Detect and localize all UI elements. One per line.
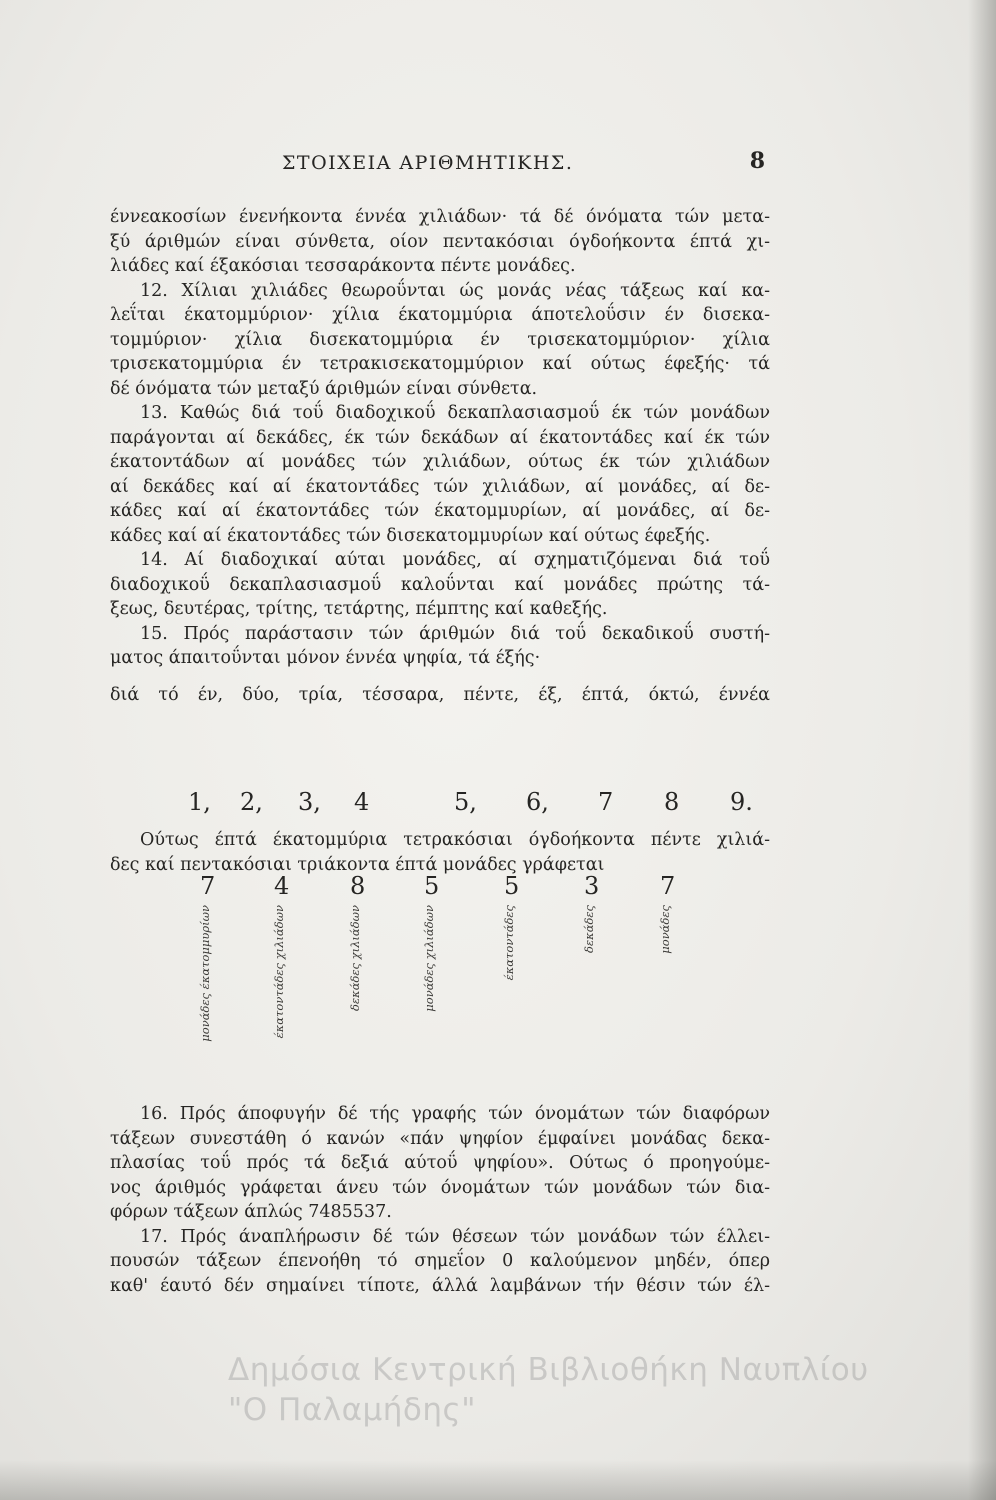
text-line: δέ όνόματα τών μεταξύ άριθμών είναι σύνθετα. bbox=[110, 378, 538, 399]
number-digit: 3 bbox=[584, 872, 600, 900]
text-line: καθ' έαυτό δέν σημαίνει τίποτε, άλλά λαμβάνων τήν θέσιν τών έλ- bbox=[110, 1275, 770, 1296]
text-line: ματος άπαιτοΰνται μόνον έννέα ψηφία, τά έξής· bbox=[110, 648, 541, 668]
section-13-start: 13. Καθώς διά τοΰ διαδοχικοΰ δεκαπλασιασμοΰ έκ τών μονάδων bbox=[140, 403, 770, 423]
running-head: ΣΤΟΙΧΕΙΑ ΑΡΙΘΜΗΤΙΚΗΣ. bbox=[282, 152, 574, 174]
number-digit: 5 bbox=[424, 872, 440, 900]
text-line: Ούτως έπτά έκατομμύρια τετρακόσιαι όγδοήκοντα πέντε χιλιά- bbox=[140, 830, 770, 850]
text-line: παράγονται αί δεκάδες, έκ τών δεκάδων αί έκατοντάδες καί έκ τών bbox=[110, 427, 770, 448]
place-value-labels bbox=[196, 905, 676, 1095]
text-line: τάξεων συνεστάθη ό κανών «πάν ψηφίον έμφαίνει μονάδας δεκα- bbox=[110, 1128, 770, 1149]
text-line: τρισεκατομμύρια έν τετρακισεκατομμύριον καί ούτως έφεξής· τά bbox=[110, 354, 770, 374]
library-watermark bbox=[228, 1350, 988, 1430]
text-line: πλασίας τοΰ πρός τά δεξιά αύτοΰ ψηφίου». Ούτως ό προηγούμε- bbox=[110, 1153, 770, 1173]
later-text bbox=[110, 1102, 770, 1298]
digit: 2, bbox=[240, 788, 263, 816]
digit: 9. bbox=[730, 788, 753, 816]
number-digit: 7 bbox=[660, 872, 676, 900]
example-number bbox=[200, 872, 680, 902]
section-16-start: 16. Πρός άποφυγήν δέ τής γραφής τών όνομάτων τών διαφόρων bbox=[140, 1104, 770, 1124]
place-label: έκατοντάδες bbox=[502, 905, 516, 981]
text-line: κάδες καί αί έκατοντάδες τών έκατομμυρίων, αί μονάδες, αί δε- bbox=[110, 501, 770, 521]
text-line: έννεακοσίων ένενήκοντα έννέα χιλιάδων· τά δέ όνόματα τών μετα- bbox=[110, 207, 770, 227]
digit: 6, bbox=[526, 788, 549, 816]
watermark-line-1: Δημόσια Κεντρική Βιβλιοθήκη Ναυπλίου bbox=[228, 1352, 869, 1388]
page-header bbox=[110, 148, 765, 182]
text-line: έκατοντάδων αί μονάδες τών χιλιάδων, ούτως έκ τών χιλιάδων bbox=[110, 452, 770, 472]
digit: 7 bbox=[598, 788, 614, 816]
text-line: νος άριθμός γράφεται άνευ τών όνομάτων τών μονάδων τών δια- bbox=[110, 1177, 770, 1198]
text-line: ξύ άριθμών είναι σύνθετα, οίον πεντακόσιαι όγδοήκοντα έπτά χι- bbox=[110, 231, 770, 252]
digit: 3, bbox=[298, 788, 321, 816]
section-15-start: 15. Πρός παράστασιν τών άριθμών διά τοΰ δεκαδικοΰ συστή- bbox=[140, 623, 770, 644]
place-label: μονάδες bbox=[658, 905, 672, 954]
digit: 8 bbox=[664, 788, 680, 816]
place-label: έκατοντάδες χιλιάδων bbox=[272, 905, 286, 1039]
watermark-line-2: "Ο Παλαμήδης" bbox=[228, 1392, 476, 1428]
text-line: πουσών τάξεων έπενοήθη τό σημεΐον 0 καλούμενον μηδέν, όπερ bbox=[110, 1251, 770, 1271]
main-text bbox=[110, 205, 770, 707]
section-12-start: 12. Χίλιαι χιλιάδες θεωροΰνται ώς μονάς νέας τάξεως καί κα- bbox=[140, 280, 770, 301]
number-digit: 5 bbox=[504, 872, 520, 900]
page-number: 8 bbox=[749, 148, 765, 174]
number-digit: 4 bbox=[274, 872, 290, 900]
place-label: μονάδες έκατομμυρίων bbox=[198, 905, 212, 1042]
section-17-start: 17. Πρός άναπλήρωσιν δέ τών θέσεων τών μονάδων τών έλλει- bbox=[140, 1226, 770, 1247]
place-label: μονάδες χιλιάδων bbox=[422, 905, 436, 1012]
place-label: δεκάδες bbox=[582, 905, 596, 953]
number-digit: 8 bbox=[350, 872, 366, 900]
text-line: ξεως, δευτέρας, τρίτης, τετάρτης, πέμπτης καί καθεξής. bbox=[110, 599, 608, 619]
example-text bbox=[110, 828, 770, 877]
page-bottom-shadow bbox=[0, 1460, 996, 1500]
text-line: λεΐται έκατομμύριον· χίλια έκατομμύρια άποτελοΰσιν έν δισεκα- bbox=[110, 305, 770, 325]
number-digit: 7 bbox=[200, 872, 216, 900]
text-line: δες καί πεντακόσιαι τριάκοντα έπτά μονάδες γράφεται bbox=[110, 854, 605, 875]
digit: 4 bbox=[354, 788, 370, 816]
digit-names-line: διά τό έν, δύο, τρία, τέσσαρα, πέντε, έξ, έπτά, όκτώ, έννέα bbox=[110, 684, 770, 705]
section-14-start: 14. Αί διαδοχικαί αύται μονάδες, αί σχηματιζόμεναι διά τοΰ bbox=[140, 550, 770, 570]
page-edge-shadow bbox=[968, 0, 996, 1500]
text-line: φόρων τάξεων άπλώς 7485537. bbox=[110, 1202, 392, 1222]
text-line: τομμύριον· χίλια δισεκατομμύρια έν τρισεκατομμύριον· χίλια bbox=[110, 329, 770, 350]
digit: 5, bbox=[454, 788, 477, 816]
digits-row bbox=[188, 788, 768, 824]
text-line: αί δεκάδες καί αί έκατοντάδες τών χιλιάδων, αί μονάδες, αί δε- bbox=[110, 476, 770, 497]
text-line: λιάδες καί έξακόσιαι τεσσαράκοντα πέντε μονάδες. bbox=[110, 256, 576, 276]
place-label: δεκάδες χιλιάδων bbox=[348, 905, 362, 1011]
text-line: διαδοχικοΰ δεκαπλασιασμοΰ καλοΰνται καί μονάδες πρώτης τά- bbox=[110, 574, 770, 595]
digit: 1, bbox=[188, 788, 211, 816]
text-line: κάδες καί αί έκατοντάδες τών δισεκατομμυρίων καί ούτως έφεξής. bbox=[110, 525, 711, 546]
